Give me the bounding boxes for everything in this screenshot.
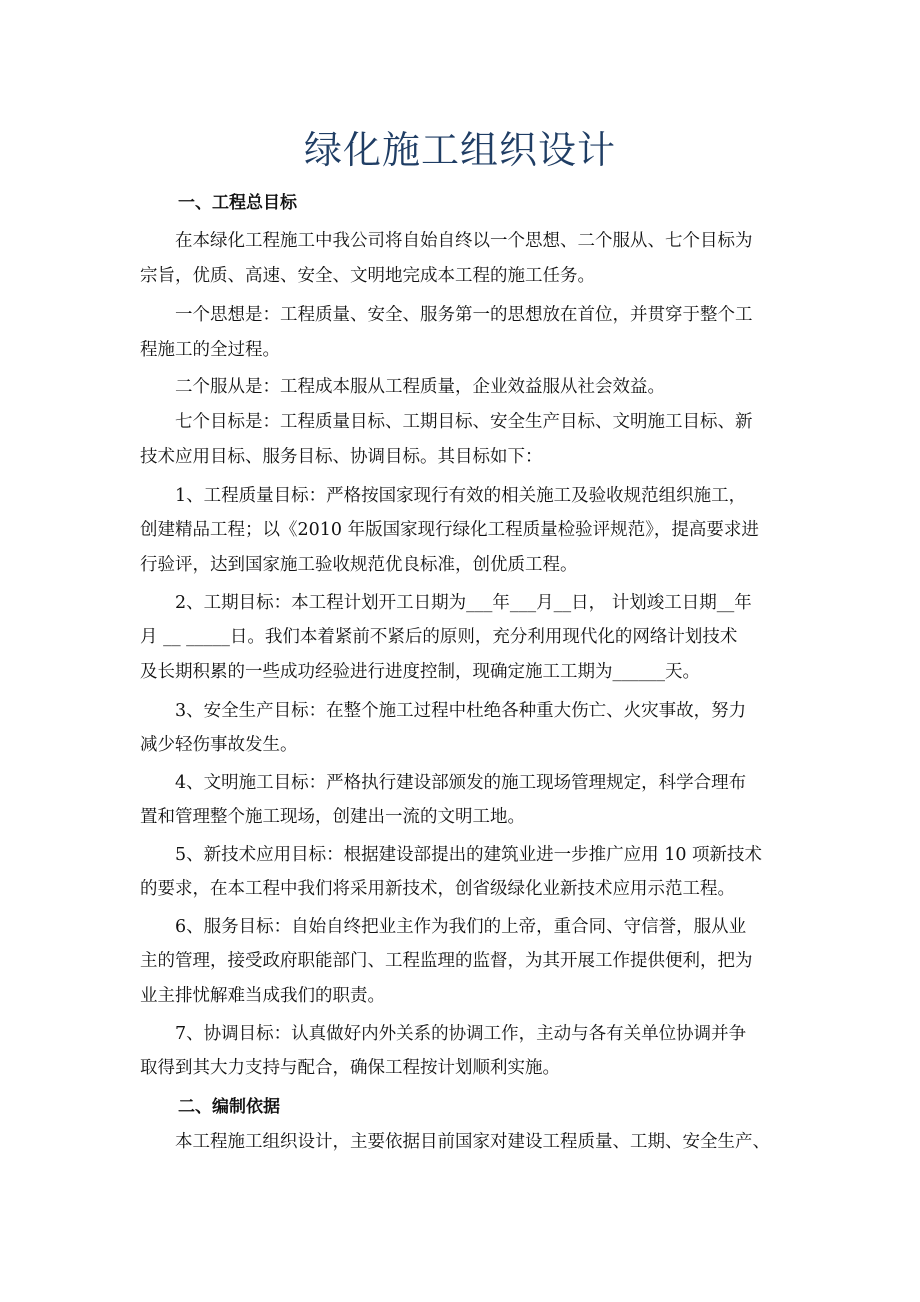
document-title: 绿化施工组织设计 (303, 128, 616, 172)
paragraph-line: 一个思想是：工程质量、安全、服务第一的思想放在首位，并贯穿于整个工 (175, 305, 753, 325)
paragraph-line: 七个目标是：工程质量目标、工期目标、安全生产目标、文明施工目标、新 (175, 412, 753, 432)
paragraph-line: 取得到其大力支持与配合，确保工程按计划顺利实施。 (140, 1058, 560, 1078)
section-heading-basis: 二、编制依据 (178, 1097, 280, 1117)
paragraph-line: 减少轻伤事故发生。 (140, 735, 298, 755)
paragraph-line: 业主排忧解难当成我们的职责。 (140, 986, 385, 1006)
paragraph-line: 二个服从是：工程成本服从工程质量，企业效益服从社会效益。 (175, 377, 665, 397)
paragraph-line: 5、新技术应用目标：根据建设部提出的建筑业进一步推广应用 10 项新技术 (175, 845, 763, 865)
section-heading-goals: 一、工程总目标 (178, 193, 297, 213)
paragraph-line: 4、文明施工目标：严格执行建设部颁发的施工现场管理规定，科学合理布 (175, 773, 747, 793)
paragraph-line: 本工程施工组织设计，主要依据目前国家对建设工程质量、工期、安全生产、 (175, 1132, 770, 1152)
paragraph-line: 置和管理整个施工现场，创建出一流的文明工地。 (140, 807, 525, 827)
paragraph-line: 行验评，达到国家施工验收规范优良标准，创优质工程。 (140, 555, 578, 575)
paragraph-line: 1、工程质量目标：严格按国家现行有效的相关施工及验收规范组织施工， (175, 486, 747, 506)
paragraph-line: 技术应用目标、服务目标、协调目标。其目标如下： (140, 447, 543, 467)
paragraph-line: 程施工的全过程。 (140, 340, 280, 360)
paragraph-line: 在本绿化工程施工中我公司将自始自终以一个思想、二个服从、七个目标为 (175, 231, 753, 251)
paragraph-line: 月 __ _____日。我们本着紧前不紧后的原则，充分利用现代化的网络计划技术 (140, 627, 738, 647)
paragraph-line: 及长期积累的一些成功经验进行进度控制，现确定施工工期为______天。 (140, 662, 700, 682)
paragraph-line: 创建精品工程；以《2010 年版国家现行绿化工程质量检验评规范》，提高要求进 (140, 520, 759, 540)
paragraph-line: 的要求，在本工程中我们将采用新技术，创省级绿化业新技术应用示范工程。 (140, 879, 735, 899)
paragraph-line: 6、服务目标：自始自终把业主作为我们的上帝，重合同、守信誉，服从业 (175, 917, 747, 937)
paragraph-line: 3、安全生产目标：在整个施工过程中杜绝各种重大伤亡、火灾事故，努力 (175, 701, 747, 721)
paragraph-line: 主的管理，接受政府职能部门、工程监理的监督，为其开展工作提供便利，把为 (140, 951, 753, 971)
paragraph-line: 2、工期目标：本工程计划开工日期为___年___月__日， 计划竣工日期__年 (175, 593, 752, 613)
paragraph-line: 宗旨，优质、高速、安全、文明地完成本工程的施工任务。 (140, 266, 595, 286)
paragraph-line: 7、协调目标：认真做好内外关系的协调工作，主动与各有关单位协调并争 (175, 1024, 747, 1044)
